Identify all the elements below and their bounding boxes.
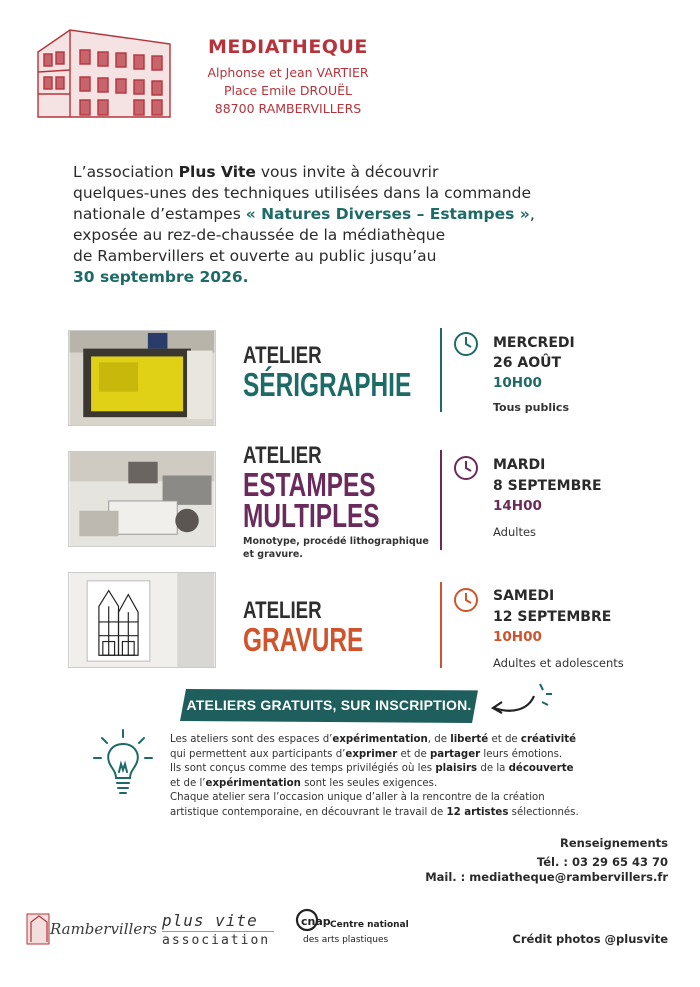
svg-text:cnap: cnap [301,915,331,928]
estampes-photo [68,451,216,547]
atelier-2-divider [440,450,442,550]
serigraphie-photo [68,330,216,426]
atelier-1-divider [440,328,442,412]
contact-title: Renseignements [560,836,668,850]
atelier-2-name-line2: MULTIPLES [243,497,380,534]
atelier-2-label: ATELIER [243,442,322,469]
atelier-3-divider [440,582,442,668]
clock-icon [453,455,479,481]
atelier-1-audience: Tous publics [493,401,569,414]
intro-paragraph: L’association Plus Vite vous invite à découvrir quelques-unes des techniques utilisées dans la commande nationale d’estampes « Natures Diverses – Estampes », exposée au rez-de-chaussée de la médiathèque de Rambervillers et ouverte au public jusqu’au 30 septembre 2026. [73,162,633,288]
cnap-name-line2: des arts plastiques [303,935,389,945]
clock-icon [453,331,479,357]
atelier-3-date: 12 SEPTEMBRE [493,609,612,625]
atelier-2-audience: Adultes [493,525,537,539]
atelier-1-label: ATELIER [243,342,322,369]
atelier-3-label: ATELIER [243,597,322,624]
atelier-3-name: GRAVURE [243,621,364,658]
atelier-2-time: 14H00 [493,498,542,514]
curved-arrow-icon [488,682,554,722]
plusvite-divider [162,931,274,932]
photo-credit: Crédit photos @plusvite [512,932,668,946]
exhibition-title: « Natures Diverses – Estampes » [245,205,530,223]
atelier-3-audience: Adultes et adolescents [493,656,624,670]
media-title: MEDIATHEQUE [208,36,368,58]
atelier-2-name-line1: ESTAMPES [243,466,376,503]
atelier-1-day: MERCREDI [493,335,575,351]
plusvite-logo-line1: plus vite [162,911,258,930]
contact-email[interactable]: Mail. : mediatheque@rambervillers.fr [425,870,668,884]
building-icon [30,22,175,122]
atelier-3-day: SAMEDI [493,588,555,604]
media-city: 88700 RAMBERVILLERS [214,101,362,116]
end-date: 30 septembre 2026. [73,268,249,286]
atelier-2-day: MARDI [493,457,546,473]
rambervillers-logo-text: Rambervillers [50,920,158,938]
cnap-logo-icon [295,908,331,932]
atelier-2-subtitle-line1: Monotype, procédé lithographique [243,536,429,547]
rambervillers-logo-icon [25,908,53,948]
clock-icon [453,587,479,613]
media-street: Place Emile DROUËL [223,83,353,98]
contact-phone[interactable]: Tél. : 03 29 65 43 70 [536,855,668,869]
banner-text: ATELIERS GRATUITS, SUR INSCRIPTION. [186,697,472,713]
lightbulb-icon [92,728,154,800]
workshop-description: Les ateliers sont des espaces d’expérimentation, de liberté et de créativité qui permettent aux participants d’exprimer et de partager leurs émotions. Ils sont conçus comme des temps privilégiés où les plaisirs de la découverte et de l’expérimentation sont les seules exigences. Chaque atelier sera l’occasion unique d’aller à la rencontre de la création artistique contemporaine, en découvrant le travail de 12 artistes sélectionnés. [170,734,579,818]
plusvite-logo-line2: association [162,933,271,948]
atelier-2-subtitle-line2: et gravure. [243,549,303,560]
atelier-3-time: 10H00 [493,629,542,645]
atelier-1-time: 10H00 [493,375,542,391]
media-name: Alphonse et Jean VARTIER [207,65,369,80]
gravure-photo [68,572,216,668]
atelier-1-date: 26 AOÛT [493,355,562,371]
atelier-2-date: 8 SEPTEMBRE [493,478,602,494]
cnap-name-line1: Centre national [330,920,409,930]
atelier-1-name: SÉRIGRAPHIE [243,366,412,403]
association-name: Plus Vite [178,163,256,181]
